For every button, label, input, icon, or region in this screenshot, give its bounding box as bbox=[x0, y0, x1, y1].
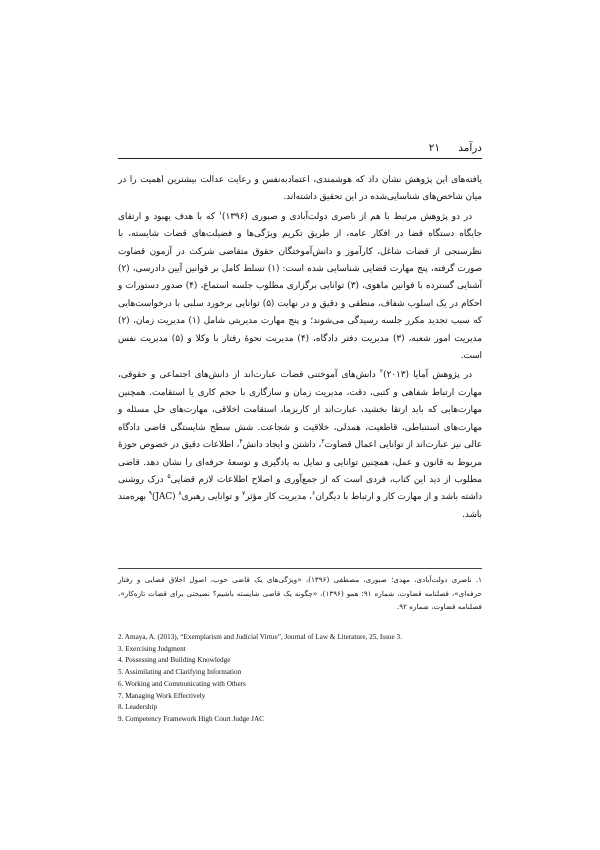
footnote-ref-9: ۹ bbox=[148, 490, 153, 498]
footnote-ref-5: ۵ bbox=[167, 472, 171, 480]
footnote-7: 7. Managing Work Effectively bbox=[118, 691, 206, 700]
footnote-3: 3. Exercising Judgment bbox=[118, 644, 186, 653]
paragraph-3 bbox=[118, 367, 482, 524]
paragraph-1: یافته‌های این پژوهش نشان داد که هوشمندی، اعتمادبه‌نفس و رعایت عدالت بیشترین اهمیت را در میان شاخص‌های شناسایی‌شده در این تحقیق داشته‌اند. bbox=[118, 175, 482, 203]
paragraph-3-text: ، مدیریت کار مؤثر bbox=[245, 492, 313, 503]
footnote-ref-7: ۷ bbox=[242, 490, 246, 498]
paragraph-3-text: بهره‌مند باشد. bbox=[118, 492, 482, 520]
footnote-5: 5. Assimilating and Clarifying Information bbox=[118, 668, 242, 677]
paragraph-3-text: ، اطلاعات دقیق در خصوص حوزهٔ مربوط به قانون و عمل، همچنین توانایی و تمایل به یادگیری و توسعهٔ حرفه‌ای را نشان دهد. قاضی مطلوب از دید این کتاب، فردی است که از جمع‌آوری و اصلاح اطلاعات لازم قضایی bbox=[118, 440, 482, 485]
footnote-2: 2. Amaya, A. (2013), “Exemplarism and Judicial Virtue”, Journal of Law & Literature, 25, Issue 3. bbox=[118, 633, 402, 641]
footnote-rule bbox=[118, 568, 482, 569]
paragraph-3-text: در پژوهش آمایا (۲۰۱۳) bbox=[383, 370, 472, 381]
paragraph-2-text-b: که با هدف بهبود و ارتقای جایگاه دستگاه قضا در افکار عامه، از طریق تکریم ویژگی‌ها و فضیلت‌های قضات شایسته، با نظرسنجی از قضات شاغل، کارآموز و دانش‌آموختگان حقوق متقاضی شرکت در آزمون قضاوت صورت گرفته، پنج مهارت قضایی شناسایی شده است: (۱) تسلط کامل بر قوانین آیین دادرسی، (۲) آشنایی گسترده با قوانین ماهوی، (۳) توانایی برگزاری مطلوب جلسه استماع، (۴) صدور دستورات و احکام در یک اسلوب شفاف، منطقی و دقیق و در نهایت (۵) توانایی برخورد سلبی با درخواست‌هایی که سبب تجدید مکرر جلسه رسیدگی می‌شوند؛ و پنج مهارت مدیریتی شامل (۱) مدیریت زمان، (۲) مدیریت امور شعبه، (۳) مدیریت دفتر دادگاه، (۴) مدیریت نحوهٔ رفتار با وکلا و (۵) مدیریت نفس است. bbox=[118, 211, 483, 362]
page-number: ۲۱ bbox=[428, 142, 440, 154]
body-text bbox=[118, 172, 482, 526]
paragraph-3-text: درک روشنی داشته باشد و از مهارت کار و ارتباط با دیگران bbox=[118, 474, 483, 503]
footnote-ref-8: ۸ bbox=[178, 490, 182, 498]
paragraph-3-text: دانش‌های آموختنی قضات عبارت‌اند از دانش‌های اجتماعی و حقوقی، مهارت ارتباط شفاهی و کتبی، دقت، مدیریت زمان و سازگاری با حجم کاری یا استقامت. همچنین مهارت‌هایی که باید ارتقا بخشید، عبارت‌اند از کاریزما، استقامت اخلاقی، مهارت‌های حل مسئله و مهارت‌های استنباطی، قاطعیت، همدلی، خلاقیت و شجاعت. شش سطح شایستگی قاضی دادگاه عالی نیز عبارت‌اند از توانایی اعمال قضاوت bbox=[118, 370, 483, 451]
footnote-9: 9. Competency Framework High Court Judge JAC bbox=[118, 714, 264, 723]
header-rule bbox=[118, 158, 482, 159]
paragraph-3-text: ، داشتن و ایجاد دانش bbox=[242, 440, 322, 451]
footnote-ref-2: ۲ bbox=[379, 368, 384, 376]
footnote-ref-1: ۱ bbox=[218, 209, 223, 217]
paragraph-2 bbox=[118, 209, 482, 366]
chapter-title: درآمد bbox=[458, 142, 482, 154]
footnote-4: 4. Possessing and Building Knowledge bbox=[118, 656, 231, 665]
footnote-ref-6: ۶ bbox=[312, 490, 316, 498]
footnotes-persian bbox=[118, 573, 482, 614]
footnote-ref-3: ۳ bbox=[321, 438, 325, 446]
paragraph-2-text-a: در دو پژوهش مرتبط با هم از ناصری دولت‌آبادی و صبوری (۱۳۹۶) bbox=[222, 211, 472, 222]
footnotes-english bbox=[118, 632, 482, 726]
footnote-1: ۱. ناصری دولت‌آبادی، مهدی؛ صبوری، مصطفی (۱۳۹۶)، «ویژگی‌های یک قاضی خوب، اصول اخلاق قضایی و رفتار حرفه‌ای»، فصلنامه قضاوت، شماره ۹۱؛ همو (۱۳۹۶)، «چگونه یک قاضی شایسته باشیم؟ نصیحتی برای قضات تازه‌کار»، فصلنامه قضاوت، شماره ۹۲. bbox=[118, 575, 482, 611]
paragraph-3-text: و توانایی رهبری bbox=[181, 492, 243, 503]
running-header bbox=[118, 140, 482, 156]
footnote-8: 8. Leadership bbox=[118, 703, 158, 712]
paragraph-3-text: (JAC) bbox=[152, 492, 179, 503]
footnote-ref-4: ۴ bbox=[239, 438, 243, 446]
footnote-6: 6. Working and Communicating with Others bbox=[118, 679, 246, 688]
